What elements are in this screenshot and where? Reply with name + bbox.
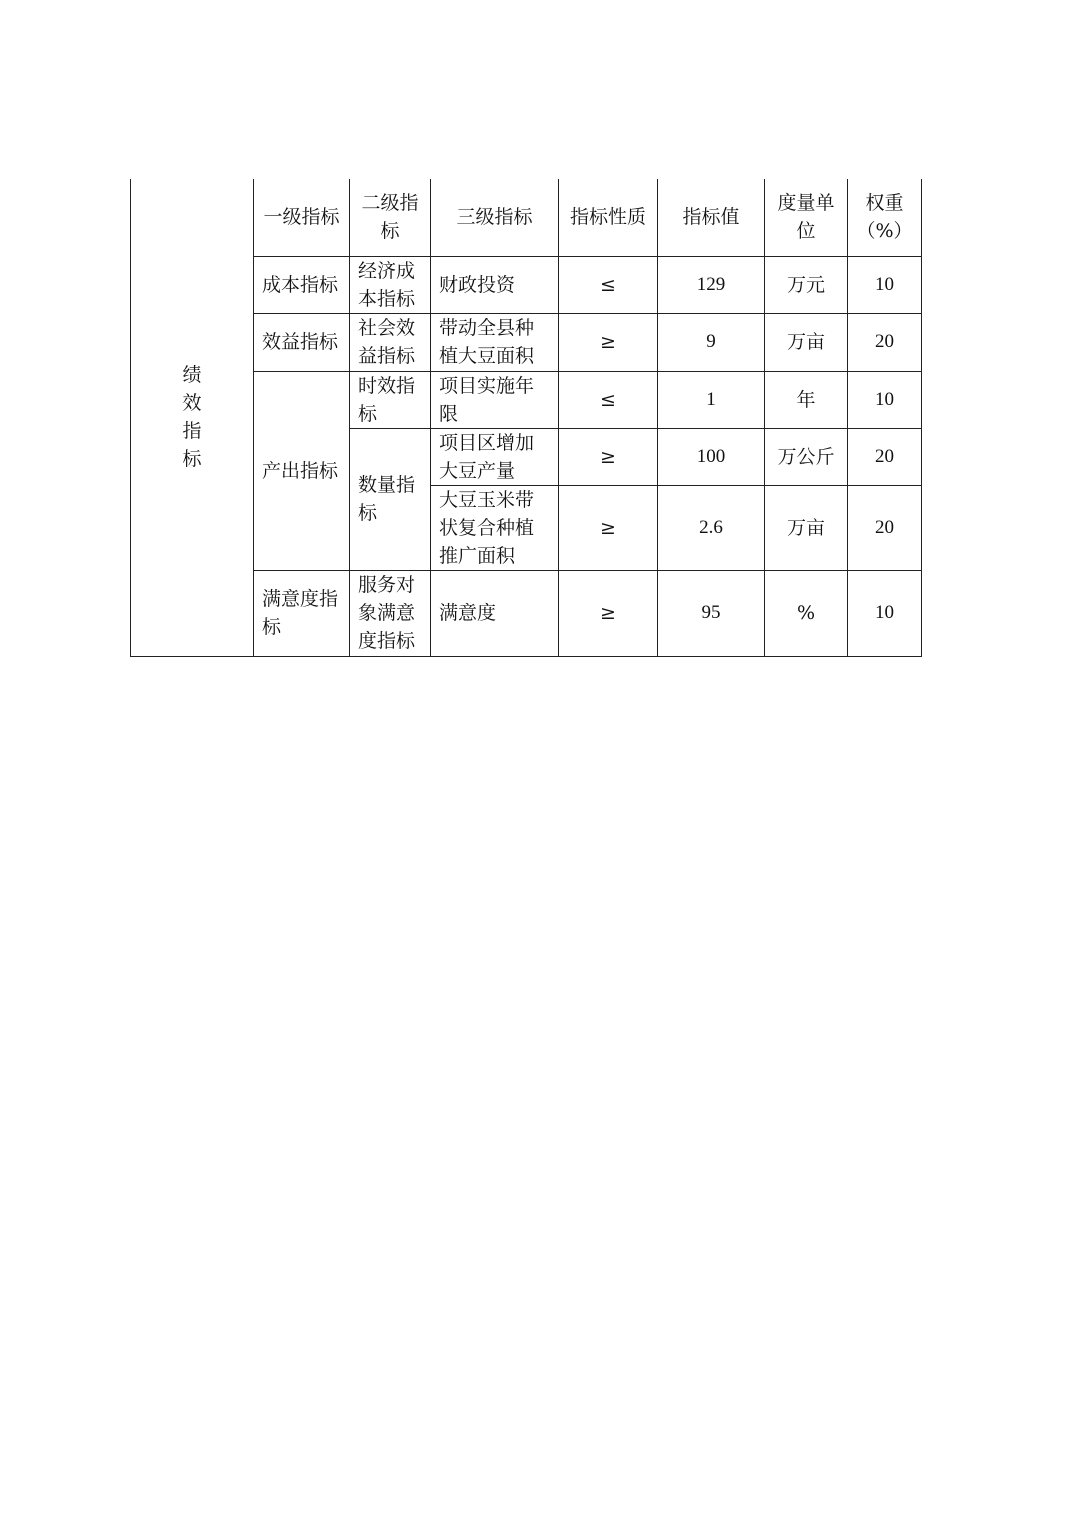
cell-nature: ≤ [559,371,658,428]
cell-unit: 万亩 [765,313,848,371]
cell-weight: 20 [848,428,922,485]
performance-indicator-table [130,179,922,657]
cell-level1: 效益指标 [254,313,350,371]
cell-level2: 时效指标 [350,371,431,428]
header-nature: 指标性质 [559,179,658,256]
cell-level2: 服务对象满意度指标 [350,570,431,656]
cell-level2: 经济成本指标 [350,256,431,313]
cell-weight: 10 [848,371,922,428]
cell-unit: 年 [765,371,848,428]
header-weight: 权重（%） [848,179,922,256]
cell-level1: 满意度指标 [254,570,350,656]
cell-weight: 10 [848,570,922,656]
cell-level3: 满意度 [431,570,559,656]
cell-level3: 项目实施年限 [431,371,559,428]
cell-level1: 产出指标 [254,371,350,570]
cell-level2: 数量指标 [350,428,431,570]
header-level1: 一级指标 [254,179,350,256]
cell-level2: 社会效益指标 [350,313,431,371]
header-value: 指标值 [658,179,765,256]
cell-value: 129 [658,256,765,313]
cell-unit: 万元 [765,256,848,313]
header-level3: 三级指标 [431,179,559,256]
cell-nature: ≥ [559,313,658,371]
cell-value: 1 [658,371,765,428]
cell-nature: ≥ [559,570,658,656]
cell-unit: 万亩 [765,485,848,570]
cell-value: 2.6 [658,485,765,570]
cell-value: 95 [658,570,765,656]
cell-nature: ≥ [559,485,658,570]
cell-weight: 10 [848,256,922,313]
cell-level1: 成本指标 [254,256,350,313]
section-label: 绩效指标 [182,364,202,471]
cell-unit: % [765,570,848,656]
cell-value: 100 [658,428,765,485]
header-level2: 二级指标 [350,179,431,256]
cell-weight: 20 [848,313,922,371]
cell-level3: 带动全县种植大豆面积 [431,313,559,371]
cell-level3: 大豆玉米带状复合种植推广面积 [431,485,559,570]
header-unit: 度量单位 [765,179,848,256]
section-label-cell [131,179,254,656]
cell-nature: ≤ [559,256,658,313]
cell-level3: 项目区增加大豆产量 [431,428,559,485]
cell-nature: ≥ [559,428,658,485]
cell-weight: 20 [848,485,922,570]
table-header-row [131,179,922,256]
cell-level3: 财政投资 [431,256,559,313]
cell-value: 9 [658,313,765,371]
cell-unit: 万公斤 [765,428,848,485]
